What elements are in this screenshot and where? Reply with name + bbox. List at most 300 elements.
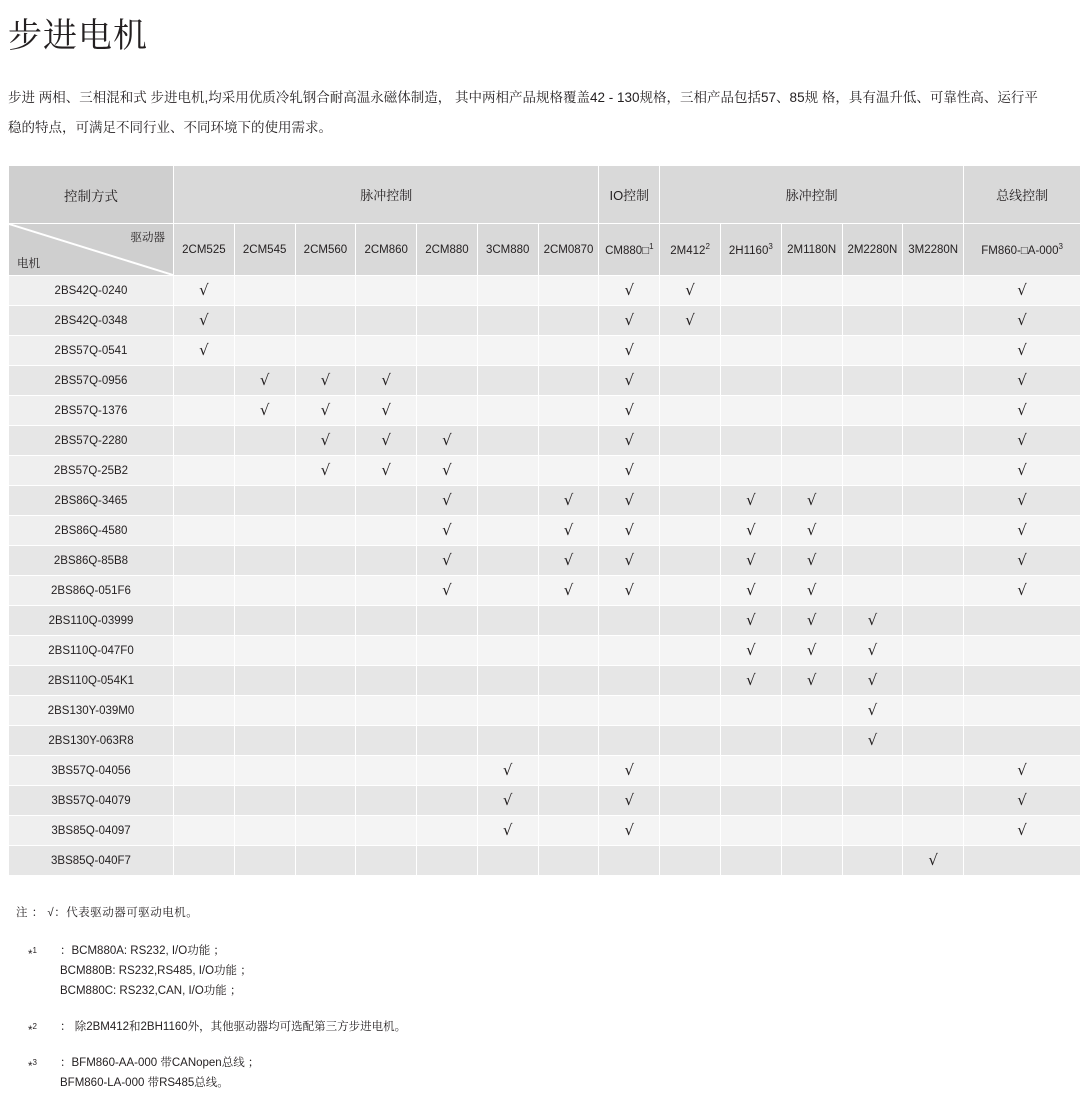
compat-cell	[417, 636, 478, 666]
table-row	[9, 546, 1081, 576]
compat-cell: √	[538, 546, 599, 576]
compat-cell: √	[599, 756, 660, 786]
compat-cell	[842, 816, 903, 846]
compat-cell	[234, 306, 295, 336]
compat-cell	[417, 666, 478, 696]
compat-cell: √	[356, 366, 417, 396]
motor-model: 2BS42Q-0348	[9, 306, 174, 336]
compat-cell: √	[599, 486, 660, 516]
header-group-4: 总线控制	[964, 166, 1081, 224]
compat-cell	[538, 666, 599, 696]
table-row	[9, 336, 1081, 366]
compat-cell	[720, 366, 781, 396]
compat-cell	[295, 546, 356, 576]
header-driver-0: 2CM525	[174, 224, 235, 276]
compat-cell	[174, 456, 235, 486]
compat-cell	[174, 666, 235, 696]
compat-cell	[903, 276, 964, 306]
header-driver-9: 2H1160$^3$	[720, 224, 781, 276]
compat-cell: √	[781, 486, 842, 516]
compat-cell: √	[417, 576, 478, 606]
compat-cell	[720, 336, 781, 366]
compat-cell: √	[964, 516, 1081, 546]
compat-cell	[234, 816, 295, 846]
compat-cell	[234, 336, 295, 366]
compat-cell	[842, 546, 903, 576]
table-row	[9, 396, 1081, 426]
note-star: *$^3$	[28, 1058, 37, 1073]
header-driver-5: 3CM880	[477, 224, 538, 276]
compat-cell	[295, 276, 356, 306]
compat-cell: √	[720, 516, 781, 546]
compat-cell	[356, 336, 417, 366]
compat-cell	[660, 516, 721, 546]
compat-cell	[903, 336, 964, 366]
header-driver-13: $FM860-□A-000^3$	[964, 224, 1081, 276]
compat-cell	[417, 816, 478, 846]
compat-cell	[417, 606, 478, 636]
compat-cell	[417, 366, 478, 396]
compat-cell	[720, 396, 781, 426]
compat-cell	[417, 336, 478, 366]
compat-cell	[660, 366, 721, 396]
note-line: BCM880C: RS232,CAN, I/O功能 ；	[60, 985, 242, 997]
compat-cell	[842, 456, 903, 486]
motor-model: 2BS86Q-3465	[9, 486, 174, 516]
compat-cell: √	[599, 456, 660, 486]
header-driver-10: 2M1180N	[781, 224, 842, 276]
compat-cell: √	[599, 546, 660, 576]
header-driver-7: CM880□$^1$	[599, 224, 660, 276]
compat-cell	[781, 786, 842, 816]
compat-cell: √	[417, 486, 478, 516]
note-list	[8, 941, 1080, 1093]
compat-cell	[234, 516, 295, 546]
compat-cell	[781, 396, 842, 426]
compat-cell: √	[599, 396, 660, 426]
motor-model: 2BS86Q-051F6	[9, 576, 174, 606]
compat-cell	[660, 816, 721, 846]
compat-cell	[903, 576, 964, 606]
compat-cell	[903, 786, 964, 816]
compat-cell	[538, 426, 599, 456]
compat-cell: √	[295, 456, 356, 486]
header-driver-6: 2CM0870	[538, 224, 599, 276]
compat-cell	[660, 756, 721, 786]
compat-cell	[903, 396, 964, 426]
compat-cell	[903, 546, 964, 576]
compat-cell	[538, 606, 599, 636]
header-driver-11: 2M2280N	[842, 224, 903, 276]
matrix-group-row	[9, 166, 1081, 224]
compat-cell	[234, 546, 295, 576]
compat-cell	[174, 696, 235, 726]
compat-cell	[174, 366, 235, 396]
compat-cell	[720, 726, 781, 756]
compat-cell	[356, 636, 417, 666]
compat-cell	[538, 756, 599, 786]
compatibility-matrix	[8, 165, 1081, 876]
compat-cell	[660, 336, 721, 366]
compat-cell	[234, 426, 295, 456]
compat-cell: √	[964, 366, 1081, 396]
compat-cell	[356, 276, 417, 306]
compat-cell	[538, 276, 599, 306]
compat-cell	[842, 306, 903, 336]
compat-cell	[599, 636, 660, 666]
header-group-3: 脉冲控制	[660, 166, 964, 224]
compat-cell: √	[599, 576, 660, 606]
compat-cell	[538, 786, 599, 816]
compat-cell	[174, 726, 235, 756]
table-row	[9, 666, 1081, 696]
compat-cell: √	[964, 276, 1081, 306]
compat-cell	[538, 636, 599, 666]
compat-cell	[477, 576, 538, 606]
compat-cell: √	[964, 816, 1081, 846]
table-row	[9, 306, 1081, 336]
compat-cell	[903, 486, 964, 516]
compat-cell: √	[842, 606, 903, 636]
note-legend: 注 ： √：代表驱动器可驱动电机。	[16, 907, 199, 919]
motor-model: 2BS110Q-047F0	[9, 636, 174, 666]
compat-cell	[599, 726, 660, 756]
table-row	[9, 516, 1081, 546]
header-driver-4: 2CM880	[417, 224, 478, 276]
compat-cell	[356, 786, 417, 816]
matrix-corner-cell	[9, 224, 174, 276]
compat-cell: √	[964, 306, 1081, 336]
compat-cell: √	[964, 546, 1081, 576]
note-line: ： 除2BM412和2BH1160外，其他驱动器均可选配第三方步进电机。	[60, 1021, 407, 1033]
table-row	[9, 786, 1081, 816]
compat-cell	[477, 366, 538, 396]
compat-cell	[477, 486, 538, 516]
compat-cell	[842, 516, 903, 546]
compat-cell: √	[295, 426, 356, 456]
table-row	[9, 816, 1081, 846]
compat-cell	[964, 636, 1081, 666]
compat-cell	[720, 786, 781, 816]
compat-cell	[174, 606, 235, 636]
table-row	[9, 606, 1081, 636]
motor-model: 2BS57Q-1376	[9, 396, 174, 426]
compat-cell	[234, 756, 295, 786]
compat-cell	[356, 606, 417, 636]
compat-cell	[781, 276, 842, 306]
compat-cell	[234, 606, 295, 636]
compat-cell	[720, 426, 781, 456]
compat-cell: √	[295, 366, 356, 396]
compat-cell: √	[781, 546, 842, 576]
compat-cell	[295, 726, 356, 756]
compat-cell: √	[295, 396, 356, 426]
motor-model: 2BS130Y-039M0	[9, 696, 174, 726]
compat-cell	[477, 336, 538, 366]
compat-cell	[660, 666, 721, 696]
compat-cell: √	[599, 366, 660, 396]
compat-cell	[174, 516, 235, 546]
compat-cell: √	[417, 516, 478, 546]
compat-cell: √	[599, 306, 660, 336]
compat-cell	[477, 516, 538, 546]
matrix-head	[9, 166, 1081, 276]
compat-cell: √	[599, 336, 660, 366]
motor-model: 2BS57Q-0541	[9, 336, 174, 366]
compat-cell: √	[842, 696, 903, 726]
compat-cell	[538, 306, 599, 336]
compat-cell	[903, 816, 964, 846]
compat-cell	[660, 696, 721, 726]
compat-cell	[477, 636, 538, 666]
compat-cell	[417, 726, 478, 756]
table-row	[9, 756, 1081, 786]
compat-cell	[842, 486, 903, 516]
compat-cell	[477, 456, 538, 486]
compat-cell: √	[174, 336, 235, 366]
compat-cell	[356, 546, 417, 576]
compat-cell: √	[477, 816, 538, 846]
note-line: ：BFM860-AA-000 带CANopen总线 ；	[60, 1057, 260, 1069]
compat-cell	[356, 756, 417, 786]
compat-cell	[964, 696, 1081, 726]
notes-section	[8, 904, 1080, 1093]
compat-cell	[234, 276, 295, 306]
compat-cell: √	[477, 786, 538, 816]
compat-cell	[174, 396, 235, 426]
compat-cell	[417, 696, 478, 726]
compat-cell	[538, 456, 599, 486]
note-item	[28, 1017, 1080, 1037]
compat-cell: √	[599, 276, 660, 306]
compat-cell	[660, 606, 721, 636]
compat-cell	[477, 846, 538, 876]
matrix-body	[9, 276, 1081, 876]
compat-cell	[781, 846, 842, 876]
compat-cell	[660, 576, 721, 606]
compat-cell	[660, 426, 721, 456]
compat-cell	[295, 786, 356, 816]
compat-cell: √	[781, 576, 842, 606]
compat-cell: √	[417, 456, 478, 486]
compat-cell	[781, 426, 842, 456]
compat-cell	[842, 576, 903, 606]
compat-cell	[842, 336, 903, 366]
compat-cell	[903, 606, 964, 636]
compat-cell	[417, 306, 478, 336]
motor-model: 3BS57Q-04079	[9, 786, 174, 816]
compat-cell	[842, 396, 903, 426]
compat-cell: √	[842, 666, 903, 696]
motor-model: 2BS57Q-25B2	[9, 456, 174, 486]
motor-model: 2BS130Y-063R8	[9, 726, 174, 756]
compat-cell	[174, 486, 235, 516]
compat-cell	[720, 756, 781, 786]
matrix-driver-row	[9, 224, 1081, 276]
header-driver-3: 2CM860	[356, 224, 417, 276]
compat-cell	[781, 456, 842, 486]
compat-cell	[174, 816, 235, 846]
compat-cell	[477, 666, 538, 696]
motor-model: 2BS110Q-054K1	[9, 666, 174, 696]
compat-cell	[234, 666, 295, 696]
compat-cell: √	[720, 666, 781, 696]
compat-cell	[295, 336, 356, 366]
compat-cell	[477, 606, 538, 636]
compat-cell	[538, 366, 599, 396]
compat-cell	[295, 816, 356, 846]
compat-cell: √	[964, 756, 1081, 786]
compat-cell	[356, 486, 417, 516]
compat-cell	[234, 636, 295, 666]
compat-cell	[903, 426, 964, 456]
compat-cell: √	[538, 576, 599, 606]
compat-cell	[538, 696, 599, 726]
compat-cell	[477, 546, 538, 576]
compat-cell: √	[356, 456, 417, 486]
compat-cell	[781, 336, 842, 366]
compat-cell	[356, 576, 417, 606]
compat-cell	[477, 426, 538, 456]
note-line: ：BCM880A: RS232, I/O功能 ；	[60, 945, 225, 957]
table-row	[9, 576, 1081, 606]
compat-cell	[842, 786, 903, 816]
table-row	[9, 276, 1081, 306]
compat-cell	[477, 726, 538, 756]
compat-cell: √	[599, 516, 660, 546]
compat-cell	[356, 666, 417, 696]
compat-cell	[720, 306, 781, 336]
note-item	[28, 1053, 1080, 1093]
header-driver-2: 2CM560	[295, 224, 356, 276]
page-title: 步进电机	[8, 17, 148, 55]
compat-cell: √	[720, 486, 781, 516]
compat-cell: √	[660, 276, 721, 306]
compat-cell	[477, 276, 538, 306]
compat-cell	[174, 546, 235, 576]
compat-cell	[842, 756, 903, 786]
compat-cell: √	[781, 666, 842, 696]
intro-paragraph: 步进 两相、三相混和式 步进电机,均采用优质冷轧钢合耐高温永磁体制造， 其中两相产品规格覆盖42 - 130规格，三相产品包括57、85规 格，具有温升低、可靠性高、运行平稳的特点，可满足不同行业、不同环境下的使用需求。	[8, 90, 1038, 135]
compat-cell	[234, 726, 295, 756]
table-row	[9, 366, 1081, 396]
compat-cell	[660, 636, 721, 666]
compat-cell: √	[599, 786, 660, 816]
compat-cell	[538, 726, 599, 756]
table-row	[9, 846, 1081, 876]
compat-cell	[781, 726, 842, 756]
compat-cell	[234, 456, 295, 486]
compat-cell	[295, 756, 356, 786]
compat-cell: √	[842, 726, 903, 756]
compat-cell: √	[964, 786, 1081, 816]
note-line: BFM860-LA-000 带RS485总线。	[60, 1077, 229, 1089]
compat-cell	[295, 696, 356, 726]
compat-cell	[295, 846, 356, 876]
motor-model: 2BS42Q-0240	[9, 276, 174, 306]
compat-cell	[295, 666, 356, 696]
compat-cell: √	[660, 306, 721, 336]
compat-cell: √	[538, 516, 599, 546]
compat-cell	[903, 666, 964, 696]
compat-cell: √	[356, 426, 417, 456]
compat-cell: √	[234, 366, 295, 396]
note-star: *$^2$	[28, 1022, 37, 1037]
compat-cell	[234, 486, 295, 516]
table-row	[9, 486, 1081, 516]
compat-cell	[903, 696, 964, 726]
compat-cell	[234, 786, 295, 816]
compat-cell	[538, 846, 599, 876]
header-driver-8: $2M412^2$	[660, 224, 721, 276]
header-group-1: 脉冲控制	[174, 166, 599, 224]
compat-cell: √	[477, 756, 538, 786]
compat-cell: √	[538, 486, 599, 516]
note-item	[28, 941, 1080, 1001]
compat-cell	[234, 576, 295, 606]
compat-cell	[660, 456, 721, 486]
compat-cell	[234, 846, 295, 876]
header-driver-1: 2CM545	[234, 224, 295, 276]
corner-label-motor: 电机	[17, 258, 40, 270]
compat-cell: √	[964, 486, 1081, 516]
compat-cell	[781, 756, 842, 786]
table-row	[9, 726, 1081, 756]
table-row	[9, 456, 1081, 486]
compat-cell	[477, 306, 538, 336]
compat-cell	[174, 846, 235, 876]
compat-cell	[781, 816, 842, 846]
compat-cell	[174, 636, 235, 666]
compat-cell	[538, 396, 599, 426]
compat-cell: √	[356, 396, 417, 426]
compat-cell: √	[720, 636, 781, 666]
compat-cell	[538, 816, 599, 846]
compat-cell	[903, 306, 964, 336]
compat-cell	[660, 786, 721, 816]
compat-cell	[174, 426, 235, 456]
header-control-mode: 控制方式	[9, 166, 174, 224]
compat-cell	[720, 816, 781, 846]
motor-model: 2BS110Q-03999	[9, 606, 174, 636]
page-root	[0, 8, 1088, 1093]
compat-cell: √	[720, 606, 781, 636]
note-star: *$^1$	[28, 946, 37, 961]
compat-cell	[781, 306, 842, 336]
compat-cell	[477, 696, 538, 726]
compat-cell: √	[903, 846, 964, 876]
compat-cell	[417, 396, 478, 426]
compat-cell	[356, 516, 417, 546]
compat-cell	[903, 456, 964, 486]
compat-cell	[477, 396, 538, 426]
compat-cell	[660, 846, 721, 876]
motor-model: 2BS86Q-4580	[9, 516, 174, 546]
compat-cell	[720, 456, 781, 486]
compat-cell	[781, 696, 842, 726]
compat-cell: √	[781, 636, 842, 666]
compat-cell	[356, 696, 417, 726]
compat-cell	[781, 366, 842, 396]
compat-cell	[295, 306, 356, 336]
compat-cell	[842, 276, 903, 306]
motor-model: 3BS85Q-04097	[9, 816, 174, 846]
compat-cell: √	[417, 426, 478, 456]
table-row	[9, 696, 1081, 726]
compat-cell	[295, 516, 356, 546]
compat-cell: √	[417, 546, 478, 576]
compat-cell	[964, 666, 1081, 696]
